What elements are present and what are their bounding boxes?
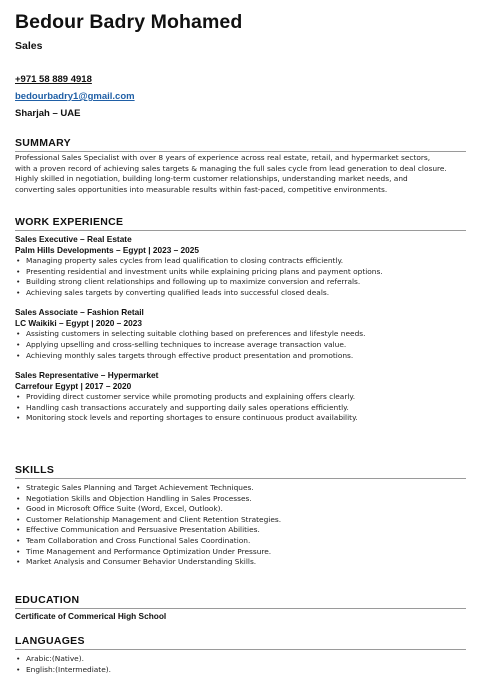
phone-link[interactable]: +971 58 889 4918 [15, 74, 92, 85]
summary-title: SUMMARY [15, 137, 466, 152]
job-company: Palm Hills Developments – Egypt | 2023 – 2025 [15, 245, 200, 255]
skill-item: • Strategic Sales Planning and Target Achievement Techniques. [15, 483, 466, 494]
languages-list [15, 654, 466, 675]
email-link[interactable]: bedourbadry1@gmail.com [15, 91, 135, 102]
job-bullet: • Achieving monthly sales targets through effective product presentation and promotions. [15, 351, 466, 362]
summary-text [15, 153, 466, 195]
job-entry [15, 307, 466, 361]
job-bullets [15, 256, 466, 298]
job-title: Sales Executive – Real Estate [15, 234, 132, 244]
job-bullet: • Handling cash transactions accurately and supporting daily sales operations efficiently. [15, 403, 466, 414]
summary-line: Professional Sales Specialist with over 8 years of experience across real estate, retail, and hypermarket sectors, [15, 153, 431, 162]
summary-line: with a proven record of achieving sales targets & managing the full sales cycle from lead generation to deal closure. [15, 163, 447, 173]
job-title: Sales Representative – Hypermarket [15, 370, 159, 381]
job-bullet: • Building strong client relationships and following up to maximize conversion and referrals. [15, 277, 466, 288]
job-bullet: • Applying upselling and cross-selling techniques to increase average transaction value. [15, 340, 466, 351]
job-entry [15, 234, 466, 298]
skills-title: SKILLS [15, 464, 466, 479]
skills-section [15, 464, 466, 568]
languages-section [15, 635, 466, 675]
skill-item: • Team Collaboration and Cross Functional Sales Coordination. [15, 536, 466, 547]
skill-item: • Time Management and Performance Optimization Under Pressure. [15, 547, 466, 558]
skill-item: • Effective Communication and Persuasive Presentation Abilities. [15, 525, 466, 536]
skill-item: • Negotiation Skills and Objection Handling in Sales Processes. [15, 494, 466, 505]
location: Sharjah – UAE [15, 108, 81, 119]
language-item: • Arabic:(Native). [15, 654, 466, 665]
job-bullet: • Assisting customers in selecting suitable clothing based on preferences and lifestyle needs. [15, 329, 466, 340]
job-bullet: • Providing direct customer service while promoting products and explaining offers clearly. [15, 392, 466, 403]
languages-title: LANGUAGES [15, 635, 466, 650]
job-title: Sales Associate – Fashion Retail [15, 307, 144, 318]
job-bullet: • Achieving sales targets by converting qualified leads into successful closed deals. [15, 288, 466, 299]
summary-line: converting sales opportunities into measurable results within fast-paced, competitive environments. [15, 184, 388, 194]
language-item: • English:(Intermediate). [15, 665, 466, 676]
skill-item: • Customer Relationship Management and Client Retention Strategies. [15, 515, 466, 526]
education-item: Certificate of Commerical High School [15, 611, 167, 621]
job-entry [15, 370, 466, 424]
candidate-name: Bedour Badry Mohamed [15, 11, 243, 33]
summary-section [15, 137, 466, 195]
job-company: Carrefour Egypt | 2017 – 2020 [15, 381, 132, 392]
experience-section [15, 216, 466, 424]
skills-list [15, 483, 466, 568]
skill-item: • Market Analysis and Consumer Behavior Understanding Skills. [15, 557, 466, 568]
experience-title: WORK EXPERIENCE [15, 216, 466, 231]
job-bullet: • Managing property sales cycles from lead qualification to closing contracts efficiently. [15, 256, 466, 267]
education-section [15, 594, 466, 622]
job-bullet: • Presenting residential and investment units while explaining pricing plans and payment options. [15, 267, 466, 278]
candidate-role: Sales [15, 40, 43, 52]
education-title: EDUCATION [15, 594, 466, 609]
job-bullet: • Monitoring stock levels and reporting shortages to ensure continuous product availability. [15, 413, 466, 424]
summary-line: Highly skilled in negotiation, building long-term customer relationships, understanding market needs, and [15, 174, 408, 184]
job-bullets [15, 329, 466, 361]
job-company: LC Waikiki – Egypt | 2020 – 2023 [15, 318, 142, 329]
skill-item: • Good in Microsoft Office Suite (Word, Excel, Outlook). [15, 504, 466, 515]
job-bullets [15, 392, 466, 424]
